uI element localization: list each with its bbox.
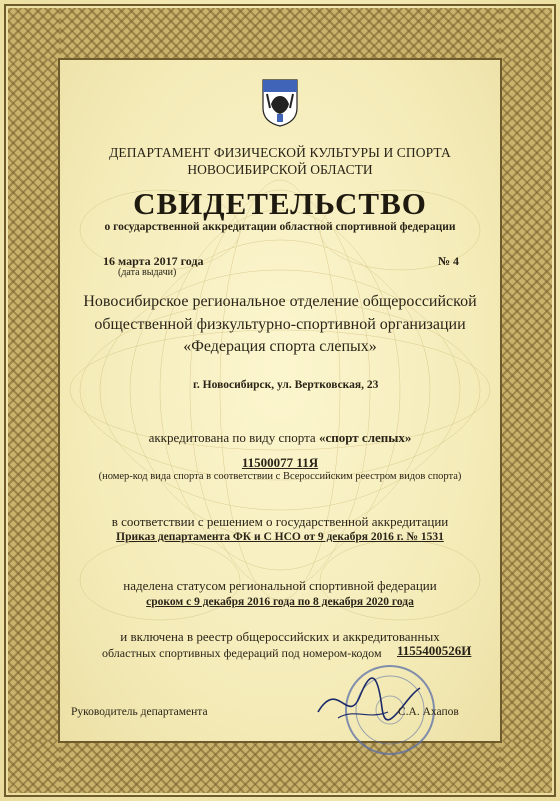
registry-text-line2: областных спортивных федераций под номером-кодом bbox=[102, 646, 382, 660]
decision-text: в соответствии с решением о государственной аккредитации bbox=[111, 514, 449, 529]
document-title: СВИДЕТЕЛЬСТВО bbox=[133, 186, 427, 221]
organization-line3: «Федерация спорта слепых» bbox=[183, 338, 377, 355]
registry-text-line1: и включена в реестр общероссийских и аккредитованных bbox=[120, 629, 440, 644]
accreditation-prefix: аккредитована по виду спорта bbox=[148, 430, 319, 445]
organization-line1: Новосибирское региональное отделение общероссийской bbox=[83, 293, 477, 310]
organization-line2: общественной физкультурно-спортивной организации bbox=[94, 316, 466, 333]
department-name-line1: ДЕПАРТАМЕНТ ФИЗИЧЕСКОЙ КУЛЬТУРЫ И СПОРТА bbox=[109, 145, 451, 160]
signature-icon bbox=[308, 668, 428, 730]
status-text: наделена статусом региональной спортивной федерации bbox=[123, 578, 437, 593]
coat-of-arms-icon bbox=[261, 78, 299, 128]
validity-term: сроком с 9 декабря 2016 года по 8 декабря 2020 года bbox=[146, 596, 414, 608]
department-name-line2: НОВОСИБИРСКОЙ ОБЛАСТИ bbox=[187, 162, 373, 177]
sport-name: «спорт слепых» bbox=[318, 430, 412, 445]
issue-date-caption: (дата выдачи) bbox=[118, 267, 177, 278]
head-position: Руководитель департамента bbox=[71, 706, 208, 718]
registry-code: 1155400526И bbox=[397, 643, 472, 658]
order-reference: Приказ департамента ФК и С НСО от 9 декабря 2016 г. № 1531 bbox=[116, 531, 444, 543]
document-subtitle: о государственной аккредитации областной спортивной федерации bbox=[104, 221, 456, 233]
organization-address: г. Новосибирск, ул. Вертковская, 23 bbox=[193, 379, 379, 391]
issue-date: 16 марта 2017 года bbox=[103, 254, 204, 268]
head-name: С.А. Ахапов bbox=[398, 706, 459, 718]
sport-code-caption: (номер-код вида спорта в соответствии с Всероссийским реестром видов спорта) bbox=[98, 471, 462, 482]
sport-code: 11500077 11Я bbox=[241, 455, 319, 470]
accreditation-statement bbox=[60, 430, 500, 446]
certificate-number: № 4 bbox=[438, 254, 460, 268]
